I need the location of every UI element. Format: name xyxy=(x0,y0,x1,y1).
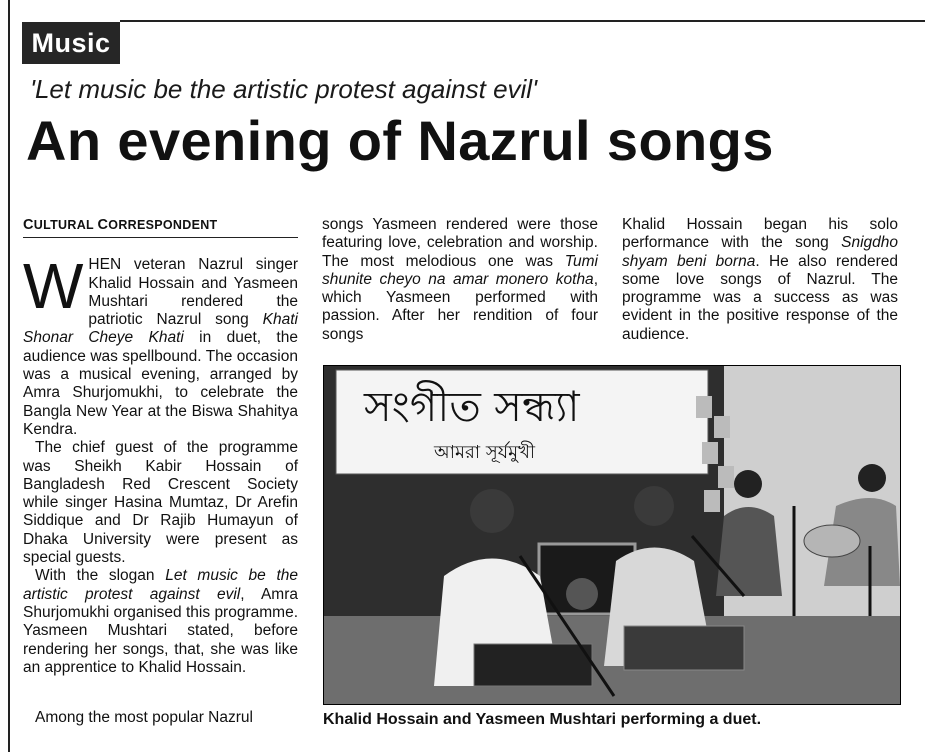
paragraph-4-start: Among the most popular Nazrul xyxy=(35,709,253,726)
article-column-1 xyxy=(23,216,298,677)
article-column-3 xyxy=(622,216,898,344)
drop-cap: W xyxy=(23,250,84,323)
song-title-3: Snigdho shyam beni borna xyxy=(622,234,898,270)
photo-caption: Khalid Hossain and Yasmeen Mushtari performing a duet. xyxy=(323,711,762,728)
banner-title: সংগীত সন্ধ্যা xyxy=(364,382,580,431)
concert-photo xyxy=(323,365,901,705)
section-tag[interactable]: Music xyxy=(22,22,120,64)
article-column-2 xyxy=(322,216,598,344)
photo-illustration xyxy=(324,366,900,704)
headline: An evening of Nazrul songs xyxy=(26,109,774,172)
banner-org: আমরা সূর্যমুখী xyxy=(434,442,536,463)
song-title-2: Tumi shunite cheyo na amar monero kotha xyxy=(322,252,598,288)
slogan: Let music be the artistic protest against evil xyxy=(23,567,298,603)
paragraph-4: songs Yasmeen rendered were those featuring love, celebration and worship. The most melodious one was Tumi shunite cheyo na amar monero kotha, which Yasmeen performed with passion. After her rendition of four songs xyxy=(322,216,598,343)
song-title: Khati Shonar Cheye Khati xyxy=(23,311,298,347)
paragraph-4-end: Khalid Hossain began his solo performance with the song Snigdho shyam beni borna. He also rendered some love songs of Nazrul. The programme was a success as was evident in the positive response of the audience. xyxy=(622,216,898,343)
paragraph-3: With the slogan Let music be the artistic protest against evil, Amra Shurjomukhi organised this programme. Yasmeen Mushtari stated, before rendering her songs, that, she was like an apprentice to Khalid Hossain. xyxy=(23,567,298,676)
left-column-rule xyxy=(8,0,10,752)
top-rule xyxy=(120,20,925,22)
byline: CULTURAL CORRESPONDENT xyxy=(23,216,298,238)
kicker-quote: 'Let music be the artistic protest against evil' xyxy=(30,74,538,104)
paragraph-2: The chief guest of the programme was Sheikh Kabir Hossain of Bangladesh Red Crescent Society while singer Hasina Mumtaz, Dr Arefin Siddique and Dr Rajib Humayun of Dhaka University were present as special guests. xyxy=(23,439,298,567)
paragraph-1: WHEN veteran Nazrul singer Khalid Hossain and Yasmeen Mushtari rendered the patriotic Nazrul song Khati Shonar Cheye Khati in duet, the audience was spellbound. The occasion was a musical evening, arranged by Amra Shurjomukhi, to celebrate the Bangla New Year at the Biswa Shahitya Kendra. xyxy=(23,250,298,438)
